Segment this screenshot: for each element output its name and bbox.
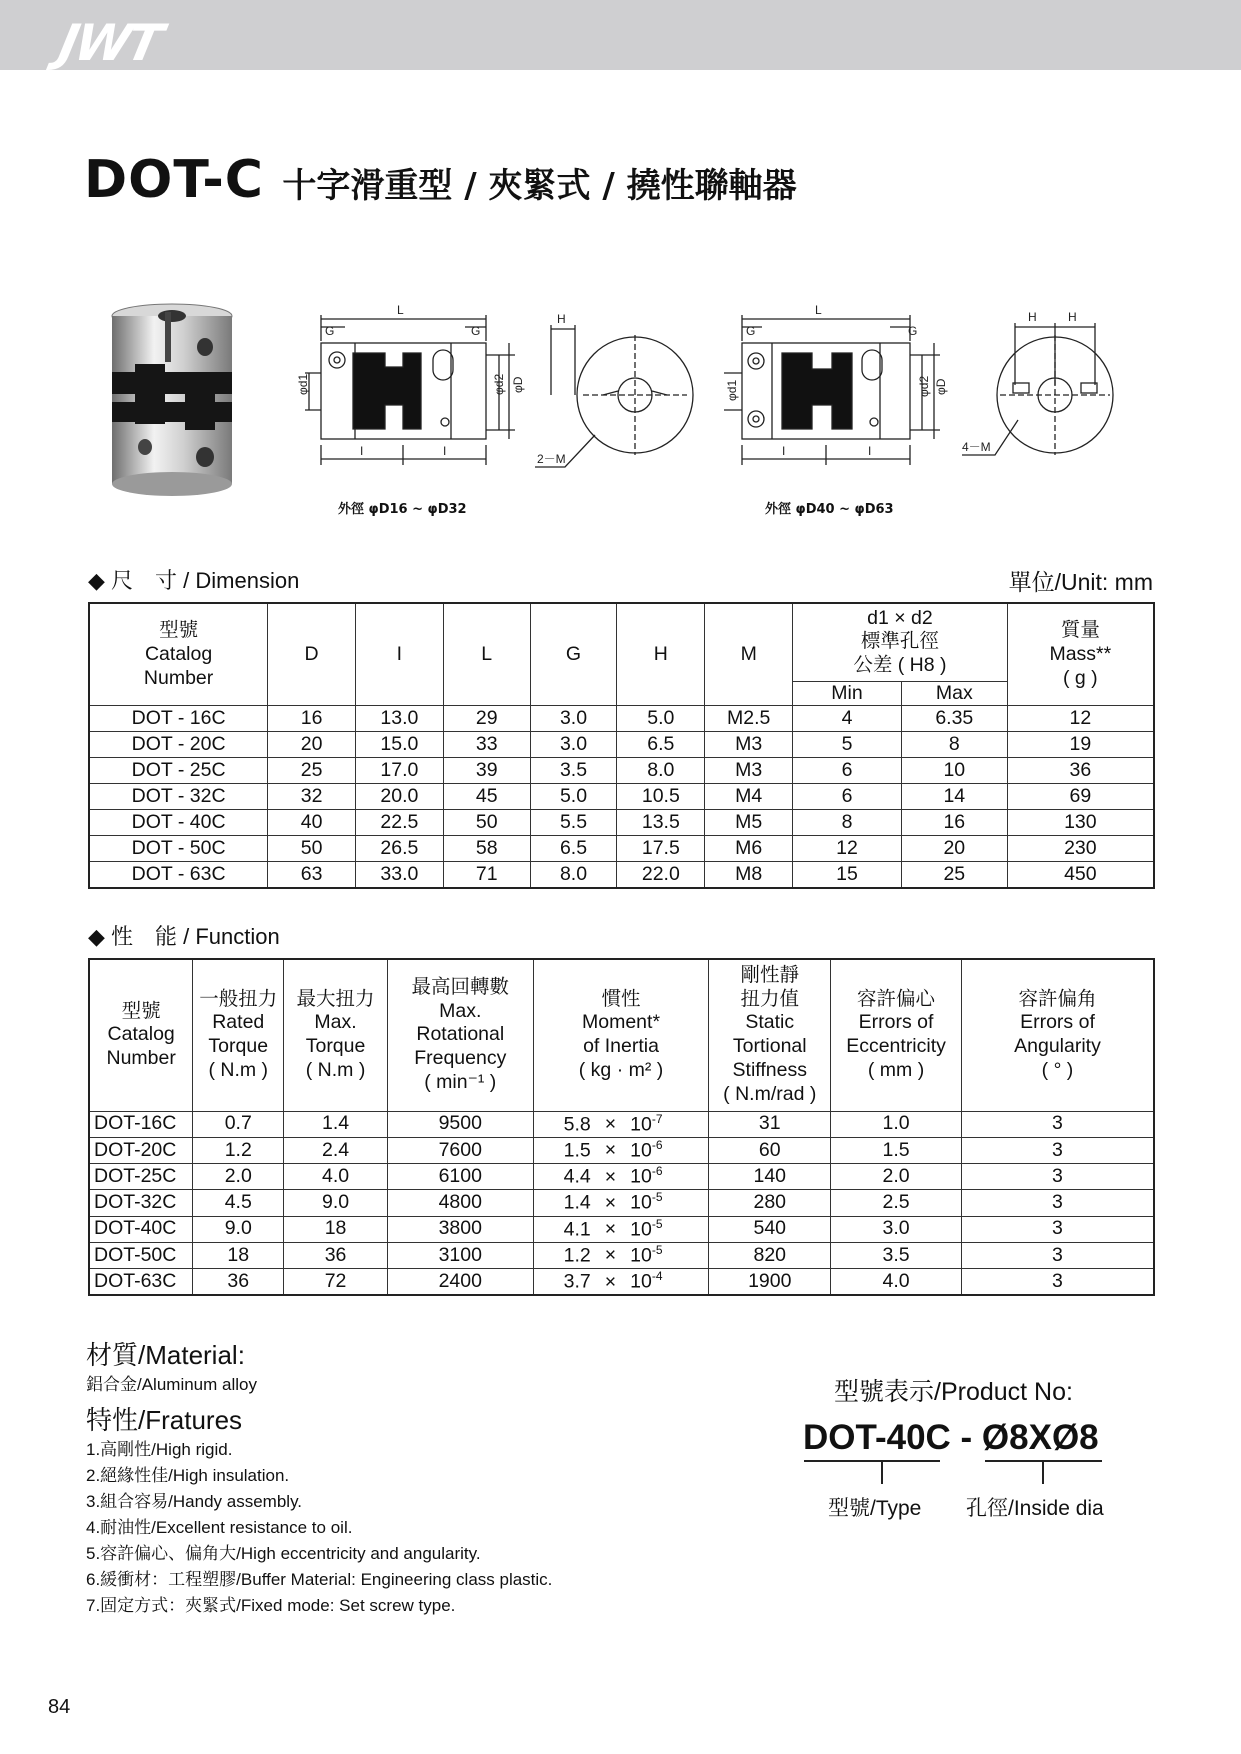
features-title: 特性/Fratures — [86, 1405, 243, 1435]
dim-label-I: I — [360, 444, 364, 458]
material-title: 材質/Material: — [86, 1340, 245, 1370]
table-cell: 4 — [793, 706, 902, 732]
header-G: G — [530, 603, 617, 706]
table-cell: M3 — [705, 758, 793, 784]
product-no-dia-label: 孔徑/Inside dia — [966, 1497, 1104, 1520]
inertia-cell: $1.4 \times 10^{-5}$ — [533, 1190, 709, 1216]
table-cell: DOT-63C — [89, 1269, 193, 1296]
table-cell: DOT-25C — [89, 1164, 193, 1190]
end-view-drawing-large — [960, 295, 1140, 480]
feature-item: 4.耐油性/Excellent resistance to oil. — [86, 1518, 353, 1537]
table-cell: DOT - 25C — [89, 758, 268, 784]
table-cell: DOT-50C — [89, 1242, 193, 1268]
table-cell: M8 — [705, 862, 793, 889]
table-cell: 63 — [268, 862, 356, 889]
table-cell: 17.5 — [617, 836, 705, 862]
table-cell: 3.0 — [831, 1216, 962, 1242]
table-cell: 1900 — [709, 1269, 831, 1296]
feature-item: 3.組合容易/Handy assembly. — [86, 1492, 303, 1511]
table-cell: 6100 — [387, 1164, 533, 1190]
header-rated-torque: 一般扭力 Rated Torque ( N.m ) — [193, 959, 284, 1111]
header-max: Max — [901, 681, 1007, 706]
table-cell: M2.5 — [705, 706, 793, 732]
inertia-cell: $1.5 \times 10^{-6}$ — [533, 1137, 709, 1163]
header-angularity: 容許偏角 Errors of Angularity ( ° ) — [961, 959, 1154, 1111]
side-view-drawing-large — [720, 295, 948, 480]
function-table — [88, 958, 1155, 1296]
table-cell: 8 — [793, 810, 902, 836]
table-cell: 540 — [709, 1216, 831, 1242]
dim-label-I-large: I — [782, 444, 786, 458]
table-row — [89, 1216, 1154, 1242]
table-cell: 3 — [961, 1164, 1154, 1190]
table-row — [89, 1111, 1154, 1137]
table-cell: 36 — [193, 1269, 284, 1296]
table-cell: M4 — [705, 784, 793, 810]
table-cell: 4800 — [387, 1190, 533, 1216]
table-row — [89, 1269, 1154, 1296]
table-cell: 280 — [709, 1190, 831, 1216]
dim-label-I2: I — [443, 444, 447, 458]
function-section-title: ◆ 性 能 / Function — [88, 924, 280, 949]
table-row — [89, 732, 1154, 758]
table-cell: 820 — [709, 1242, 831, 1268]
table-cell: 4.0 — [831, 1269, 962, 1296]
table-cell: M3 — [705, 732, 793, 758]
feature-item: 5.容許偏心、偏角大/High eccentricity and angularity. — [86, 1544, 481, 1563]
table-cell: 16 — [901, 810, 1007, 836]
table-row — [89, 862, 1154, 889]
table-row — [89, 706, 1154, 732]
caption-small-size: 外徑 φD16 ~ φD32 — [338, 502, 467, 517]
table-cell: 22.5 — [355, 810, 443, 836]
table-cell: 71 — [443, 862, 530, 889]
table-cell: 2.4 — [284, 1137, 388, 1163]
header-static-stiffness: 剛性靜 扭力值 Static Tortional Stiffness ( N.m/rad ) — [709, 959, 831, 1111]
table-cell: 33.0 — [355, 862, 443, 889]
header-min: Min — [793, 681, 902, 706]
table-cell: 140 — [709, 1164, 831, 1190]
header-I: I — [355, 603, 443, 706]
product-no-type-label: 型號/Type — [828, 1497, 922, 1520]
table-cell: 12 — [1007, 706, 1154, 732]
header-bar — [0, 0, 1241, 70]
inertia-cell: $1.2 \times 10^{-5}$ — [533, 1242, 709, 1268]
table-cell: 14 — [901, 784, 1007, 810]
dim-label-L-large: L — [815, 303, 822, 317]
table-cell: 6 — [793, 784, 902, 810]
table-cell: DOT-40C — [89, 1216, 193, 1242]
product-code: DOT-C — [84, 150, 264, 210]
page-number: 84 — [48, 1696, 71, 1718]
features-list — [86, 1437, 552, 1619]
table-cell: 3 — [961, 1242, 1154, 1268]
table-row — [89, 1190, 1154, 1216]
table-cell: 3 — [961, 1137, 1154, 1163]
header-H: H — [617, 603, 705, 706]
table-cell: DOT - 40C — [89, 810, 268, 836]
table-cell: 50 — [443, 810, 530, 836]
dim-label-D-large: φD — [934, 378, 948, 395]
table-cell: 9.0 — [284, 1190, 388, 1216]
table-cell: 2.0 — [193, 1164, 284, 1190]
table-cell: 50 — [268, 836, 356, 862]
table-cell: 60 — [709, 1137, 831, 1163]
table-cell: 8.0 — [530, 862, 617, 889]
header-func-catalog: 型號 Catalog Number — [89, 959, 193, 1111]
table-cell: 18 — [193, 1242, 284, 1268]
table-cell: 22.0 — [617, 862, 705, 889]
table-cell: 2400 — [387, 1269, 533, 1296]
table-cell: 3 — [961, 1269, 1154, 1296]
table-cell: DOT-20C — [89, 1137, 193, 1163]
table-cell: 5.0 — [530, 784, 617, 810]
dim-label-2M: 2－M — [537, 452, 566, 466]
dim-label-D: φD — [511, 376, 525, 393]
header-bore: d1 × d2 標準孔徑 公差 ( H8 ) — [793, 603, 1008, 681]
table-cell: DOT-32C — [89, 1190, 193, 1216]
table-cell: 45 — [443, 784, 530, 810]
table-cell: 2.5 — [831, 1190, 962, 1216]
product-no-example: DOT-40C - Ø8XØ8 — [803, 1418, 1099, 1457]
table-cell: 15.0 — [355, 732, 443, 758]
table-cell: 72 — [284, 1269, 388, 1296]
unit-label: 單位/Unit: mm — [1008, 569, 1153, 595]
table-cell: 6.5 — [617, 732, 705, 758]
header-moment-of-inertia: 慣性 Moment* of Inertia ( kg · m² ) — [533, 959, 709, 1111]
inertia-cell: $4.4 \times 10^{-6}$ — [533, 1164, 709, 1190]
dim-label-G: G — [325, 324, 335, 338]
table-cell: 3800 — [387, 1216, 533, 1242]
inertia-cell: $3.7 \times 10^{-4}$ — [533, 1269, 709, 1296]
table-cell: DOT - 50C — [89, 836, 268, 862]
table-cell: 36 — [1007, 758, 1154, 784]
table-cell: 0.7 — [193, 1111, 284, 1137]
header-max-torque: 最大扭力 Max. Torque ( N.m ) — [284, 959, 388, 1111]
dim-label-H2-large: H — [1068, 310, 1077, 324]
table-cell: 1.4 — [284, 1111, 388, 1137]
table-cell: 13.0 — [355, 706, 443, 732]
table-cell: 2.0 — [831, 1164, 962, 1190]
table-cell: 29 — [443, 706, 530, 732]
dim-label-H-large: H — [1028, 310, 1037, 324]
table-cell: 39 — [443, 758, 530, 784]
table-cell: 69 — [1007, 784, 1154, 810]
table-cell: 8 — [901, 732, 1007, 758]
header-eccentricity: 容許偏心 Errors of Eccentricity ( mm ) — [831, 959, 962, 1111]
table-cell: DOT - 63C — [89, 862, 268, 889]
table-cell: 20 — [268, 732, 356, 758]
table-cell: 4.0 — [284, 1164, 388, 1190]
table-cell: 4.5 — [193, 1190, 284, 1216]
features-block — [86, 1400, 552, 1619]
table-cell: 3.5 — [831, 1242, 962, 1268]
table-cell: 8.0 — [617, 758, 705, 784]
table-cell: 6.5 — [530, 836, 617, 862]
table-cell: 16 — [268, 706, 356, 732]
table-cell: 40 — [268, 810, 356, 836]
dim-label-d1-large: φd1 — [725, 379, 739, 401]
inertia-cell: $4.1 \times 10^{-5}$ — [533, 1216, 709, 1242]
table-cell: 9500 — [387, 1111, 533, 1137]
table-cell: 3 — [961, 1190, 1154, 1216]
table-cell: 19 — [1007, 732, 1154, 758]
table-cell: 1.5 — [831, 1137, 962, 1163]
table-cell: 3 — [961, 1216, 1154, 1242]
table-cell: 26.5 — [355, 836, 443, 862]
table-cell: 1.2 — [193, 1137, 284, 1163]
table-cell: 450 — [1007, 862, 1154, 889]
header-L: L — [443, 603, 530, 706]
table-row — [89, 758, 1154, 784]
page-title — [84, 150, 797, 210]
table-cell: 32 — [268, 784, 356, 810]
header-rotational-frequency: 最高回轉數 Max. Rotational Frequency ( min⁻¹ ) — [387, 959, 533, 1111]
table-cell: M6 — [705, 836, 793, 862]
table-cell: 3100 — [387, 1242, 533, 1268]
table-row — [89, 1242, 1154, 1268]
header-mass: 質量 Mass** ( g ) — [1007, 603, 1154, 706]
table-cell: 17.0 — [355, 758, 443, 784]
dimension-table — [88, 602, 1155, 889]
feature-item: 7.固定方式：夾緊式/Fixed mode: Set screw type. — [86, 1596, 456, 1615]
table-row — [89, 1137, 1154, 1163]
table-cell: DOT - 32C — [89, 784, 268, 810]
dim-label-L: L — [397, 303, 404, 317]
table-cell: 12 — [793, 836, 902, 862]
feature-item: 1.高剛性/High rigid. — [86, 1440, 233, 1459]
brand-logo: JWT — [53, 14, 166, 72]
table-cell: 20 — [901, 836, 1007, 862]
table-cell: 6 — [793, 758, 902, 784]
table-cell: DOT-16C — [89, 1111, 193, 1137]
table-cell: M5 — [705, 810, 793, 836]
dim-label-I2-large: I — [868, 444, 872, 458]
coupling-photo — [105, 302, 240, 497]
end-view-drawing-small — [535, 295, 720, 480]
dimension-section-title: ◆ 尺 寸 / Dimension — [88, 568, 300, 593]
dim-label-H: H — [557, 312, 566, 326]
header-catalog-number: 型號 Catalog Number — [89, 603, 268, 706]
table-cell: 25 — [268, 758, 356, 784]
table-cell: 33 — [443, 732, 530, 758]
table-cell: 5 — [793, 732, 902, 758]
table-cell: 36 — [284, 1242, 388, 1268]
table-row — [89, 784, 1154, 810]
table-cell: 13.5 — [617, 810, 705, 836]
table-row — [89, 1164, 1154, 1190]
table-cell: 130 — [1007, 810, 1154, 836]
table-cell: 10 — [901, 758, 1007, 784]
table-cell: 6.35 — [901, 706, 1007, 732]
dim-label-d2-large: φd2 — [917, 375, 931, 397]
side-view-drawing-small — [285, 295, 525, 480]
caption-large-size: 外徑 φD40 ~ φD63 — [765, 502, 894, 517]
table-cell: 18 — [284, 1216, 388, 1242]
table-cell: 3.5 — [530, 758, 617, 784]
table-cell: 7600 — [387, 1137, 533, 1163]
table-cell: 5.5 — [530, 810, 617, 836]
table-cell: 10.5 — [617, 784, 705, 810]
table-cell: 9.0 — [193, 1216, 284, 1242]
dim-label-4M: 4－M — [962, 440, 991, 454]
dim-label-d2: φd2 — [492, 373, 506, 395]
table-cell: DOT - 16C — [89, 706, 268, 732]
product-no-underline — [800, 1458, 1110, 1488]
header-D: D — [268, 603, 356, 706]
feature-item: 6.緩衝材：工程塑膠/Buffer Material: Engineering class plastic. — [86, 1570, 553, 1589]
dim-label-G-large: G — [746, 324, 756, 338]
table-cell: 31 — [709, 1111, 831, 1137]
table-cell: 230 — [1007, 836, 1154, 862]
feature-item: 2.絕緣性佳/High insulation. — [86, 1466, 290, 1485]
table-cell: 15 — [793, 862, 902, 889]
dim-label-d1: φd1 — [296, 373, 310, 395]
table-cell: 3 — [961, 1111, 1154, 1137]
table-row — [89, 810, 1154, 836]
table-cell: 58 — [443, 836, 530, 862]
table-row — [89, 836, 1154, 862]
material-block — [86, 1335, 257, 1398]
table-cell: 1.0 — [831, 1111, 962, 1137]
table-cell: DOT - 20C — [89, 732, 268, 758]
dim-label-G2-large: G — [908, 324, 918, 338]
dim-label-G2: G — [471, 324, 481, 338]
material-value: 鋁合金/Aluminum alloy — [86, 1375, 257, 1394]
header-M: M — [705, 603, 793, 706]
table-cell: 3.0 — [530, 706, 617, 732]
table-cell: 25 — [901, 862, 1007, 889]
product-subtitle: 十字滑重型 / 夾緊式 / 撓性聯軸器 — [282, 166, 797, 206]
product-no-title: 型號表示/Product No: — [834, 1378, 1073, 1406]
table-cell: 20.0 — [355, 784, 443, 810]
inertia-cell: $5.8 \times 10^{-7}$ — [533, 1111, 709, 1137]
table-cell: 5.0 — [617, 706, 705, 732]
table-cell: 3.0 — [530, 732, 617, 758]
